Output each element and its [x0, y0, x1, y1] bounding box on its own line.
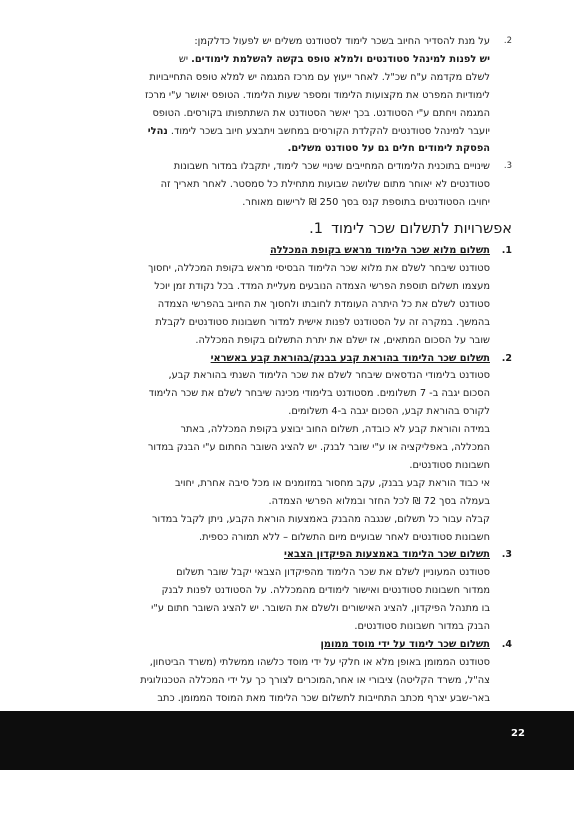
text-line — [72, 194, 490, 212]
text-line — [72, 87, 490, 105]
text-run: יחויבו הסטודנטים בתוספת קנס בסך 250 ₪ לרישום מאוחר. — [242, 197, 490, 209]
text-line: בו מתנהל הפיקדון, להציג האישורים ולשלם את השובר. יש להציג השובר חתום ע"י — [151, 603, 490, 615]
subsection-paragraph — [72, 367, 490, 546]
text-run: המגמה ויחתם ע"י הסטודנט. בכך יאשר הסטודנט את השתתפותו בקורסים. הטופס — [152, 107, 490, 119]
text-line: בעמלה בסך 72 ₪ לכל החזר ובמלוא הפרשי הצמדה. — [268, 495, 490, 507]
bold-text: יש לפנות למינהל סטודנטים ולמלא טופס בקשה להשלמת לימודים. — [191, 53, 490, 65]
subsection-paragraph — [72, 564, 490, 636]
text-line — [72, 69, 490, 87]
text-line — [72, 140, 490, 158]
numbered-item — [72, 158, 512, 212]
text-line: בהמשך. במקרה זה על הסטודנט לפנות אישית למדור חשבונות סטודנטים לקבלת — [155, 316, 490, 328]
text-run: לימודיות המפרט את מקצועות הלימוד ומספר שעות הלימוד. הטופס יאושר ע"י מרכז — [144, 89, 490, 101]
page-content — [72, 33, 512, 761]
text-line: שובר על הסכום המתאים, אז ישלם את יתרת התשלום בקופת המכללה. — [195, 334, 490, 346]
text-line: ממדור חשבונות סטודנטים ואישור לימודים מהמכללה. על הסטודנט לפנות לבנק — [161, 585, 490, 597]
text-line: צה"ל, משרד הקליטה) ציבורי או אחר,המוכרים לצורך כך על ידי המכללה הטכנולוגית — [140, 674, 490, 686]
subsection-heading — [72, 242, 512, 260]
text-line: סטודנט הממומן באופן מלא או חלקי על ידי מוסד כלשהו ממשלתי (משרד הביטחון, — [149, 656, 490, 668]
text-line — [72, 176, 490, 194]
subsection-heading — [72, 350, 512, 368]
subsection-title: תשלום שכר הלימוד בהוראת קבע בבנק/בהוראת קבע באשראי — [210, 352, 490, 364]
text-line — [72, 158, 490, 176]
text-line — [72, 33, 490, 51]
text-line: במידה והוראת קבע לא כובדה, תשלום החוב יבוצע בקופת המכללה, באתר — [180, 424, 490, 436]
subsection-number: 2. — [501, 352, 512, 364]
text-line: אי כבוד הוראת קבע בבנק, עקב מחסור במזומנים או מכל סיבה אחרת, יחויב — [174, 477, 490, 489]
bold-text: הפסקת לימודים חלים גם על סטודנט משלים. — [287, 143, 490, 155]
text-run: על מנת להסדיר החיוב בשכר לימוד לסטודנט משלים יש לפעול כדלקמן: — [194, 36, 490, 47]
text-line: חשבונות סטודנטים לאחר שבועיים מיום התשלום – ללא תמורה כספית. — [199, 531, 490, 543]
page-footer — [0, 711, 574, 770]
text-line — [72, 105, 490, 123]
text-line: לקורס בהוראת קבע, הסכום יגבה ב-4 תשלומים. — [288, 406, 490, 418]
section-heading — [72, 218, 512, 240]
section-number: 1. — [309, 221, 323, 238]
subsection-number: 4. — [501, 639, 512, 650]
subsection-title: תשלום שכר לימוד על ידי מוסד ממומן — [320, 639, 490, 650]
text-run: סטודנטים לא יאוחר מתום שלושה שבועות מתחילת כל סמסטר. לאחר תאריך זה — [160, 179, 490, 191]
text-run: יש — [178, 53, 192, 65]
bold-text: נהלי — [147, 125, 168, 137]
text-run: שינויים בתוכנית הלימודים המחייבים שינויי שכר לימוד, יתקבלו במדור חשבונות — [173, 161, 490, 173]
numbered-item — [72, 33, 512, 158]
subsection-heading — [72, 636, 512, 654]
subsection-paragraph — [72, 260, 490, 350]
text-line: סטודנט שיבחר לשלם את מלוא שכר הלימוד הבסיסי מראש בקופת המכללה, יחסוך — [148, 262, 490, 274]
text-run: יועבר למינהל סטודנטים להקלדת הקורסים במחשב ויתבצע חיוב בשכר לימוד. — [167, 125, 490, 137]
subsection-title: תשלום שכר הלימוד באמצעות הפיקדון הצבאי — [284, 549, 490, 561]
text-line: חשבונות סטודנטים. — [409, 459, 490, 471]
text-line: הבנק במדור חשבונות סטודנטים. — [354, 621, 490, 633]
page-number: 22 — [511, 728, 525, 739]
section-title: אפשרויות לתשלום שכר לימוד — [331, 221, 512, 238]
text-line: סטודנט בלימודי הנדסאים שיבחר לשלם את שכר הלימוד השנתי בהוראת קבע, — [168, 370, 490, 382]
item-body — [72, 158, 490, 212]
subsection-number: 3. — [501, 549, 512, 561]
subsection-number: 1. — [501, 245, 512, 257]
text-line: סטודנט לשלם את כל היתרה העומדת לחובתו ולחסוך את החיוב בהפרשי הצמדה — [157, 298, 490, 310]
text-line: מעצמו תשלום תוספת הפרשי הצמדה הנובעים מעליית המדד. בכל נקודת זמן יוכל — [154, 280, 490, 292]
text-line: באר-שבע יצרף מכתב התחייבות לתשלום שכר הלימוד מאת המוסד הממומן. כתב — [157, 692, 490, 704]
item-number: 2. — [503, 36, 512, 46]
text-line — [72, 51, 490, 69]
subsection-title: תשלום מלוא שכר הלימוד מראש בקופת המכללה — [269, 245, 490, 257]
text-line: קבלה עבור כל תשלום, שנגבה מהבנק באמצעות הוראת הקבע, ניתן לקבל במדור — [152, 513, 490, 525]
item-body — [72, 33, 490, 158]
subsection-heading — [72, 546, 512, 564]
text-run: לשלם מקדמה ע"ח שכ"ל. לאחר ייעוץ עם מרכז המגמה יש למלא טופס התחייבויות — [149, 71, 490, 83]
text-line: המכללה, באפליקציה או ע"י שובר לבנק. יש להציג השובר החתום ע"י הבנק במדור — [147, 442, 490, 454]
item-number: 3. — [503, 161, 512, 172]
text-line — [72, 123, 490, 141]
text-line: סטודנט המעוניין לשלם את שכר הלימוד מהפיקדון הצבאי יקבל שובר תשלום — [176, 567, 490, 579]
text-line: הסכום יגבה ב- 7 תשלומים. מסטודנט בלימודי מכינה שיבחר לשלם את שכר הלימוד — [148, 388, 490, 400]
